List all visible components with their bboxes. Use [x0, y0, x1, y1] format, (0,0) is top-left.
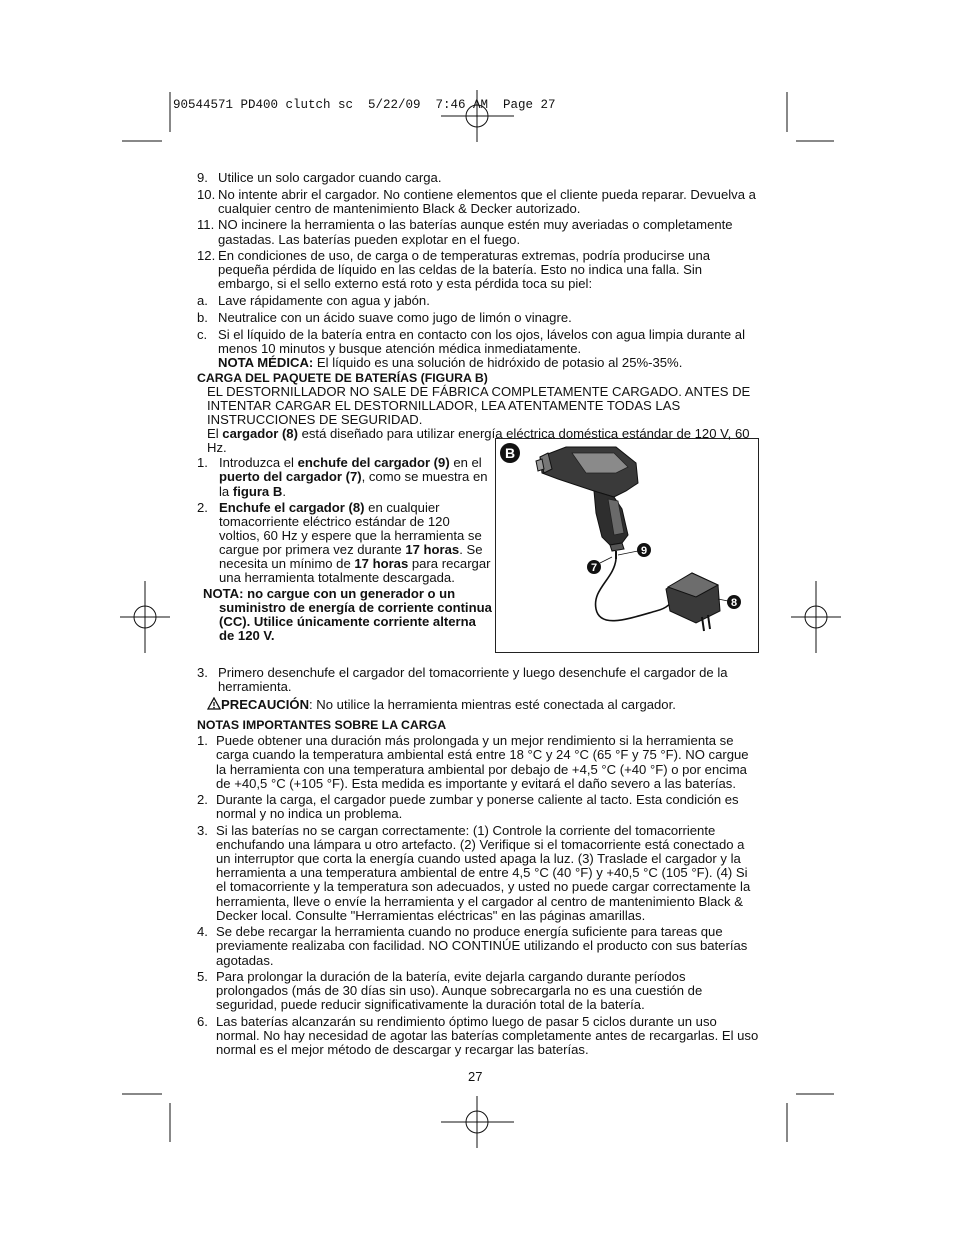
precaucion: PRECAUCIÓN: No utilice la herramienta mientras esté conectada al cargador. [197, 697, 760, 712]
charger-paragraph: El cargador (8) está diseñado para utilizar energía eléctrica doméstica estándar de 120 V, 60 Hz. [207, 426, 750, 456]
callout-7: 7 [590, 562, 598, 575]
drill-charger-illustration [496, 439, 758, 652]
list-item: 12. En condiciones de uso, de carga o de temperaturas extremas, podría producirse una pequeña pérdida de líquido en las celdas de la batería. Esto no indica una falla. Sin embargo, si el sello externo está roto y esta pérdida toca su piel: [197, 248, 711, 292]
nota-generador: NOTA: no cargue con un generador o un suministro de energía de corriente continua (CC). Utilice únicamente corriente alterna de 120 V. [203, 586, 492, 644]
callout-9: 9 [640, 545, 648, 558]
charger-adapter-icon [666, 573, 720, 631]
figure-letter: B [504, 445, 516, 462]
nota-medica-label: NOTA MÉDICA: [218, 354, 314, 370]
section-heading-carga: CARGA DEL PAQUETE DE BATERÍAS (FIGURA B) [197, 370, 488, 385]
registration-mark-bottom [441, 1096, 514, 1148]
note-item: 1. Puede obtener una duración más prolongada y un mejor rendimiento si la herramienta se carga cuando la temperatura ambiental está entre 18 °C y 24 °C (65 °F y 75 °F). NO cargue la herramienta con una temperatura ambiental por debajo de +4,5 °C (+40 °F) o por encima de +40,5 °C (+105 °F). Esta medida es importante y evitará el daño severo a las baterías. [197, 733, 749, 791]
figure-b [495, 438, 759, 653]
callout-8: 8 [730, 597, 738, 610]
registration-mark-right [791, 581, 841, 653]
registration-mark-top [441, 90, 514, 142]
registration-mark-left [120, 581, 170, 653]
figure-section [197, 445, 760, 662]
note-item: 6. Las baterías alcanzarán su rendimiento óptimo luego de pasar 5 ciclos durante un uso normal. No hay necesidad de agotar las baterías completamente antes de recargarlas. El uso normal es el mejor método de descargar y recargar las baterías. [197, 1014, 759, 1058]
note-item: 3. Si las baterías no se cargan correctamente: (1) Controle la corriente del tomacorriente enchufando una lámpara u otro artefacto. (2) Verifique si el tomacorriente está conectado a un interruptor que corta la energía cuando usted apaga la luz. (3) Traslade el cargador y la herramienta a una temperatura ambiental de entre 4,5 °C (40 °F) y +40,5 °C (105 °F). (4) Si el tomacorriente y la temperatura son adecuados, y usted no puede cargar correctamente la herramienta, lleve o envíe la herramienta y el cargador al centro de mantenimiento Black & Decker local. Consulte "Herramientas eléctricas" en las páginas amarillas. [197, 823, 751, 923]
figure-steps [197, 456, 493, 643]
list-item: 11. NO incinere la herramienta o las baterías aunque estén muy averiadas o completamente gastadas. Las baterías pueden explotar en el fuego. [197, 217, 733, 247]
list-item: 10. No intente abrir el cargador. No contiene elementos que el cliente pueda reparar. Devuelva a cualquier centro de mantenimiento Black & Decker autorizado. [197, 186, 756, 216]
caps-warning: EL DESTORNILLADOR NO SALE DE FÁBRICA COMPLETAMENTE CARGADO. ANTES DE INTENTAR CARGAR EL DESTORNILLADOR, LEA ATENTAMENTE TODAS LAS INSTRUCCIONES DE SEGURIDAD. [207, 383, 751, 428]
sub-item: b. Neutralice con un ácido suave como jugo de limón o vinagre. [197, 309, 572, 325]
step-1: 1. Introduzca el enchufe del cargador (9) en el puerto del cargador (7), como se muestra en la figura B. [197, 455, 488, 499]
step-2: 2. Enchufe el cargador (8) en cualquier tomacorriente eléctrico estándar de 120 voltios, 60 Hz y espere que la herramienta se cargue por primera vez durante 17 horas. Se necesita un mínimo de 17 horas para recargar una herramienta totalmente descargada. [197, 499, 491, 586]
step-3: 3. Primero desenchufe el cargador del tomacorriente y luego desenchufe el cargador de la herramienta. [197, 665, 728, 695]
note-item: 2. Durante la carga, el cargador puede zumbar y ponerse caliente al tacto. Esta condición es normal y no indica un problema. [197, 792, 739, 822]
charger-cord [596, 559, 674, 621]
page-content [197, 171, 760, 1060]
section-heading-notas: NOTAS IMPORTANTES SOBRE LA CARGA [197, 718, 447, 733]
warning-triangle-icon [207, 697, 221, 710]
drill-icon [536, 447, 638, 559]
sub-item: a. Lave rápidamente con agua y jabón. [197, 293, 430, 309]
printer-slug: 90544571 PD400 clutch sc 5/22/09 7:46 AM Page 27 [173, 98, 556, 112]
list-item: 9. Utilice un solo cargador cuando carga. [197, 170, 442, 185]
page-number: 27 [468, 1069, 483, 1084]
note-item: 5. Para prolongar la duración de la batería, evite dejarla cargando durante períodos prolongados (más de 30 días sin uso). Aunque sobrecargarla no es una cuestión de seguridad, puede reducir significativamente la duración total de la batería. [197, 969, 703, 1013]
sub-item: c. Si el líquido de la batería entra en contacto con los ojos, lávelos con agua limpia durante al menos 10 minutos y busque atención médica inmediatamente. NOTA MÉDICA: El líquido es una solución de hidróxido de potasio al 25%-35%. [197, 326, 745, 370]
note-item: 4. Se debe recargar la herramienta cuando no produce energía suficiente para tareas que previamente realizaba con facilidad. NO CONTINÚE utilizando el producto con sus baterías agotadas. [197, 924, 748, 968]
